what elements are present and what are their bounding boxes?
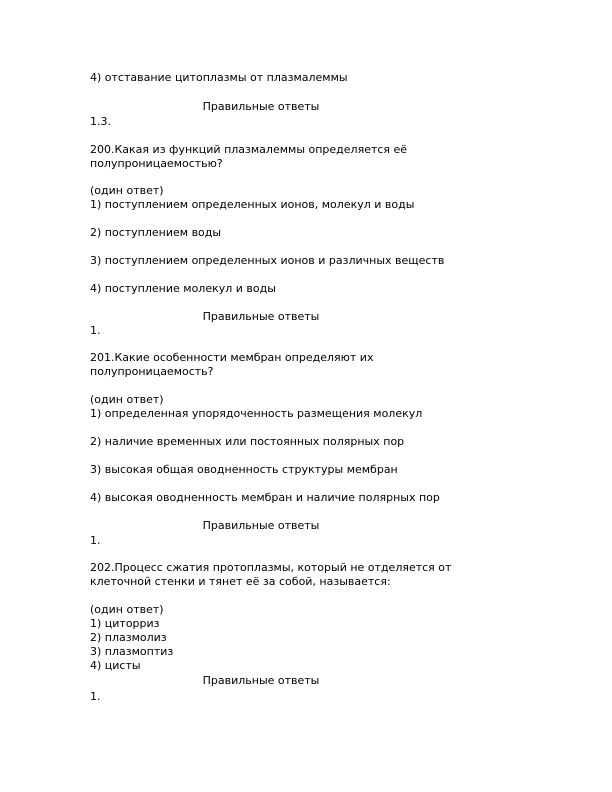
question-202-answer: 1. bbox=[90, 690, 101, 703]
question-200-text: 200.Какая из функций плазмалеммы определяется её bbox=[90, 143, 408, 156]
question-200-option-3: 3) поступлением определенных ионов и различных веществ bbox=[90, 254, 445, 267]
question-201-text: 201.Какие особенности мембран определяют их bbox=[90, 351, 374, 364]
question-202-text-continued: клеточной стенки и тянет её за собой, называется: bbox=[90, 575, 391, 588]
question-202-option-4: 4) цисты bbox=[90, 659, 141, 672]
answers-heading: Правильные ответы bbox=[202, 100, 320, 113]
question-201-option-4: 4) высокая оводненность мембран и наличие полярных пор bbox=[90, 491, 440, 504]
question-201-text-continued: полупроницаемость? bbox=[90, 365, 214, 378]
question-202-answers-heading: Правильные ответы bbox=[202, 674, 320, 687]
question-201-option-3: 3) высокая общая оводненность структуры мембран bbox=[90, 463, 398, 476]
question-201-answers-heading: Правильные ответы bbox=[202, 519, 320, 532]
question-201-option-2: 2) наличие временных или постоянных полярных пор bbox=[90, 435, 405, 448]
question-200-option-2: 2) поступлением воды bbox=[90, 226, 222, 239]
question-200-answer: 1. bbox=[90, 324, 101, 337]
question-202-option-1: 1) циторриз bbox=[90, 617, 160, 630]
question-202-type: (один ответ) bbox=[90, 603, 164, 616]
question-200-text-continued: полупроницаемостью? bbox=[90, 157, 223, 170]
question-202-text: 202.Процесс сжатия протоплазмы, который не отделяется от bbox=[90, 561, 452, 574]
question-202-option-3: 3) плазмоптиз bbox=[90, 645, 174, 658]
question-200-option-4: 4) поступление молекул и воды bbox=[90, 282, 276, 295]
question-201-type: (один ответ) bbox=[90, 393, 164, 406]
question-202-option-2: 2) плазмолиз bbox=[90, 631, 167, 644]
question-200-option-1: 1) поступлением определенных ионов, молекул и воды bbox=[90, 198, 415, 211]
previous-question-option-4: 4) отставание цитоплазмы от плазмалеммы bbox=[90, 71, 348, 84]
question-200-answers-heading: Правильные ответы bbox=[202, 310, 320, 323]
question-200-type: (один ответ) bbox=[90, 184, 164, 197]
question-201-answer: 1. bbox=[90, 534, 101, 547]
question-201-option-1: 1) определенная упорядоченность размещения молекул bbox=[90, 407, 423, 420]
previous-question-answer: 1.3. bbox=[90, 115, 111, 128]
